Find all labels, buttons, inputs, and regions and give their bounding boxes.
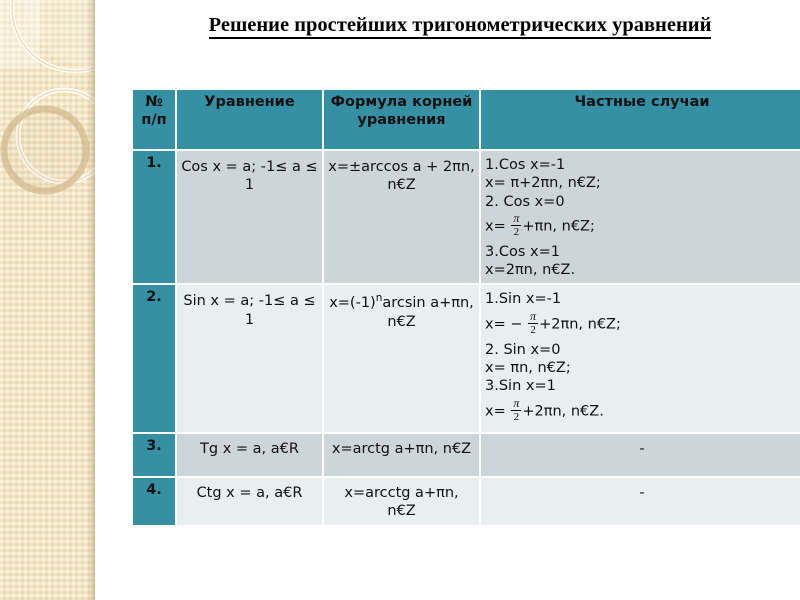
row-formula (324, 285, 479, 431)
row-equation: Cos x = a; -1≤ a ≤ 1 (177, 151, 322, 283)
frac-suffix: +2πn, n€Z; (539, 316, 621, 333)
formula-prefix: x=(-1) (329, 295, 376, 312)
frac-suffix: +πn, n€Z; (522, 218, 595, 235)
table-row (133, 151, 800, 283)
row-equation: Ctg x = a, a€R (177, 478, 322, 525)
decorative-sidebar (0, 0, 95, 600)
sidebar-rings-graphic (0, 0, 95, 600)
header-cell-cases: Частные случаи (481, 90, 800, 149)
case-line: x= πn, n€Z; (485, 360, 571, 377)
row-equation: Tg x = a, a€R (177, 434, 322, 476)
table-row (133, 434, 800, 476)
fraction-numerator: π (513, 210, 520, 225)
case-line: x= π+2πn, n€Z; (485, 175, 601, 192)
page-title-text: Решение простейших тригонометрических уравнений (209, 14, 712, 39)
fraction-numerator: π (513, 395, 520, 410)
case-line-fraction (485, 210, 799, 240)
frac-prefix: x= (485, 218, 511, 235)
frac-suffix: +2πn, n€Z. (522, 403, 604, 420)
header-cell-number: № п/п (133, 90, 175, 149)
fraction-pi-over-2 (528, 310, 538, 337)
case-line: 2. Sin x=0 (485, 341, 561, 358)
row-formula: x=±arccos a + 2πn, n€Z (324, 151, 479, 283)
fraction-pi-over-2 (511, 397, 521, 424)
fraction-numerator: π (530, 308, 537, 323)
row-formula: x=arctg a+πn, n€Z (324, 434, 479, 476)
row-special-cases: - (481, 478, 800, 525)
row-number: 4. (133, 478, 175, 525)
fraction-denominator: 2 (513, 411, 520, 424)
formula-exponent: n (375, 292, 383, 305)
case-line: x=2πn, n€Z. (485, 262, 576, 279)
case-line: 2. Cos x=0 (485, 193, 565, 210)
case-line-fraction (485, 308, 799, 338)
case-line: 1.Sin x=-1 (485, 291, 562, 308)
row-formula: x=arcctg a+πn, n€Z (324, 478, 479, 525)
table-header-row (133, 90, 800, 149)
case-line: 3.Cos x=1 (485, 243, 560, 260)
frac-prefix: x= − (485, 316, 528, 333)
case-line-fraction (485, 395, 799, 425)
fraction-denominator: 2 (513, 226, 520, 239)
page-title (130, 14, 790, 37)
sidebar-edge-shadow (87, 0, 95, 600)
table-row (133, 285, 800, 431)
fraction-pi-over-2 (511, 212, 521, 239)
header-cell-formula: Формула корней уравнения (324, 90, 479, 149)
row-number: 2. (133, 285, 175, 431)
row-equation: Sin x = a; -1≤ a ≤ 1 (177, 285, 322, 431)
row-special-cases (481, 151, 800, 283)
formula-suffix: arcsin a+πn, n€Z (382, 295, 474, 330)
frac-prefix: x= (485, 403, 511, 420)
row-number: 1. (133, 151, 175, 283)
table-row (133, 478, 800, 525)
case-line: 1.Cos x=-1 (485, 157, 566, 173)
case-line: 3.Sin x=1 (485, 378, 556, 395)
header-cell-equation: Уравнение (177, 90, 322, 149)
fraction-denominator: 2 (530, 324, 536, 337)
row-special-cases: - (481, 434, 800, 476)
trig-equations-table (131, 88, 800, 527)
tan-ring-fill (4, 109, 86, 191)
row-special-cases (481, 285, 800, 431)
row-number: 3. (133, 434, 175, 476)
